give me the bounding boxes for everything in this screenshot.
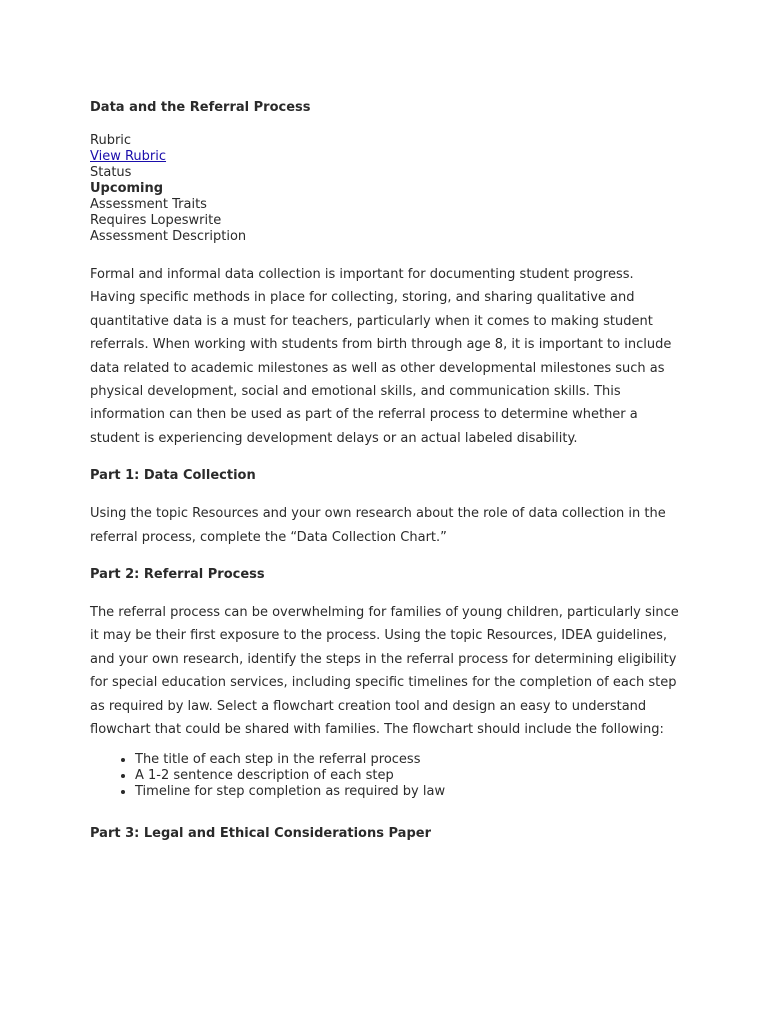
status-value: Upcoming bbox=[90, 181, 164, 196]
part1-paragraph: Using the topic Resources and your own research about the role of data collection in the referral process, complete the “Data Collection Chart.” bbox=[90, 506, 666, 545]
part3-heading: Part 3: Legal and Ethical Considerations Paper bbox=[90, 825, 431, 841]
part1-heading: Part 1: Data Collection bbox=[90, 468, 256, 484]
list-item: • The title of each step in the referral process bbox=[135, 752, 680, 768]
list-item: • Timeline for step completion as required by law bbox=[135, 784, 680, 800]
view-rubric-link[interactable]: View Rubric bbox=[90, 149, 167, 164]
status-label: Status bbox=[90, 165, 132, 180]
document-page bbox=[90, 99, 680, 842]
assessment-description-label: Assessment Description bbox=[90, 229, 247, 244]
part2-heading: Part 2: Referral Process bbox=[90, 567, 265, 583]
rubric-label: Rubric bbox=[90, 133, 132, 148]
intro-paragraph: Formal and informal data collection is important for documenting student progress. Having specific methods in place for collecting, storing, and sharing qualitative and quantitative data is a must for teachers, particularly when it comes to making student referrals. When working with students from birth through age 8, it is important to include data related to academic milestones as well as other developmental milestones such as physical development, social and emotional skills, and communication skills. This information can then be used as part of the referral process to determine whether a student is experiencing development delays or an actual labeled disability. bbox=[90, 267, 672, 446]
document-title: Data and the Referral Process bbox=[90, 100, 311, 115]
flowchart-requirements-list bbox=[90, 752, 680, 800]
requires-lopeswrite-label: Requires Lopeswrite bbox=[90, 213, 222, 228]
assessment-traits-label: Assessment Traits bbox=[90, 197, 207, 212]
list-item: • A 1-2 sentence description of each step bbox=[135, 768, 680, 784]
assignment-meta bbox=[90, 133, 680, 245]
part2-paragraph: The referral process can be overwhelming for families of young children, particularly since it may be their first exposure to the process. Using the topic Resources, IDEA guidelines, and your own research, identify the steps in the referral process for determining eligibility for special education services, including specific timelines for the completion of each step as required by law. Select a flowchart creation tool and design an easy to understand flowchart that could be shared with families. The flowchart should include the following: bbox=[90, 605, 679, 738]
